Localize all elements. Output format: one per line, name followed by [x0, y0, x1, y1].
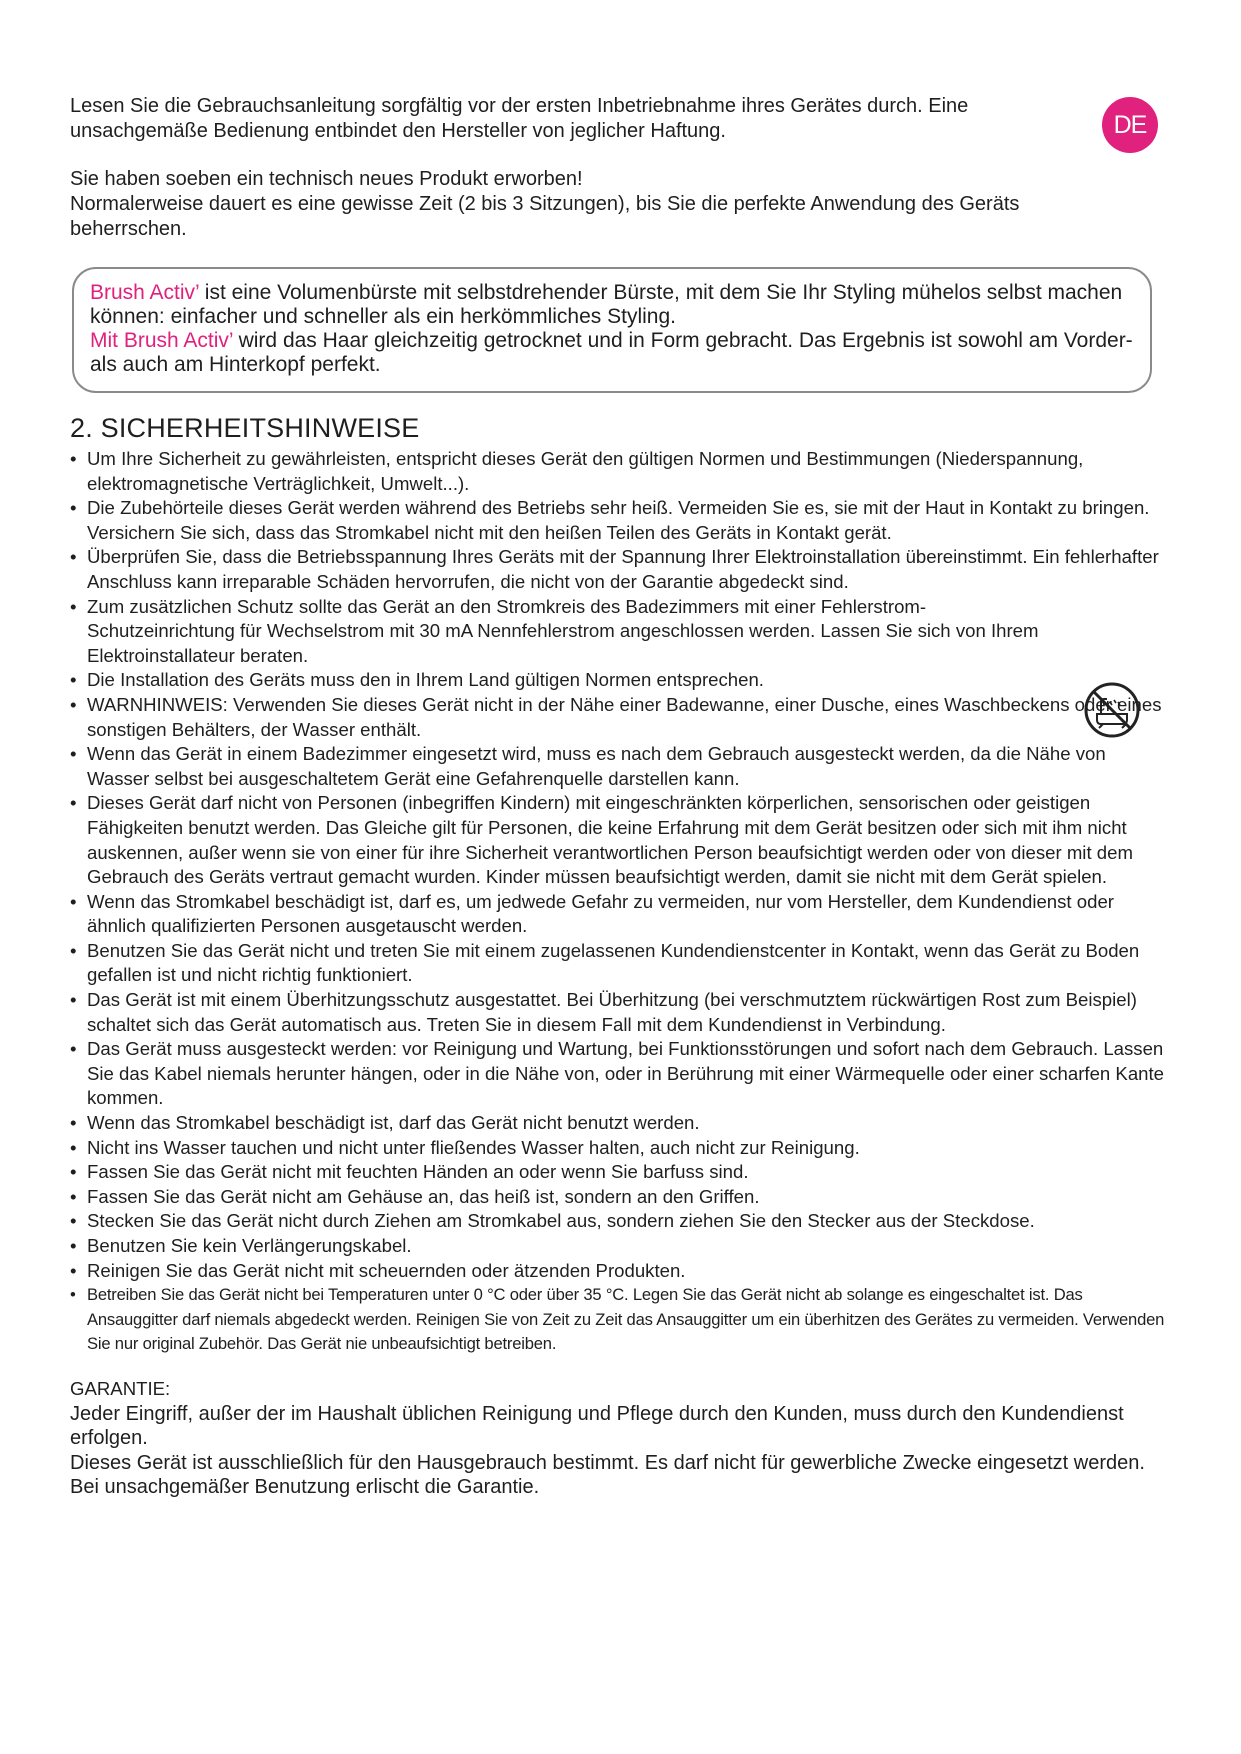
guarantee-heading: GARANTIE:: [70, 1377, 171, 1399]
list-item: • Die Zubehörteile dieses Gerät werden während des Betriebs sehr heiß. Vermeiden Sie es, sie mit der Haut in Kontakt zu bringen. Versichern Sie sich, dass das Stromkabel nicht mit den heißen Teilen des Geräts in Kontakt gerät.: [70, 496, 1170, 545]
list-item: • Die Installation des Geräts muss den in Ihrem Land gültigen Normen entsprechen.: [70, 668, 1170, 693]
list-item: • Dieses Gerät darf nicht von Personen (inbegriffen Kindern) mit eingeschränkten körperlichen, sensorischen oder geistigen Fähigkeiten benutzt werden. Das Gleiche gilt für Personen, die keine Erfahrung mit dem Gerät besitzen oder sich mit ihm nicht auskennen, außer wenn sie von einer für ihre Sicherheit verantwortlichen Person beaufsichtigt werden oder von dieser mit dem Gebrauch des Geräts vertraut gemacht wurden. Kinder müssen beaufsichtigt werden, damit sie nicht mit dem Gerät spielen.: [70, 791, 1170, 889]
list-item: • Zum zusätzlichen Schutz sollte das Gerät an den Stromkreis des Badezimmers mit einer Fehlerstrom-Schutzeinrichtung für Wechselstrom mit 30 mA Nennfehlerstrom angeschlossen werden. Lassen Sie sich von Ihrem Elektroinstallateur beraten.: [70, 595, 1170, 669]
safety-list: [70, 447, 1170, 1357]
manual-page: [70, 94, 1170, 1500]
list-item: • Wenn das Stromkabel beschädigt ist, darf es, um jedwede Gefahr zu vermeiden, nur vom Hersteller, dem Kundendienst oder ähnlich qualifizierten Personen ausgetauscht werden.: [70, 890, 1170, 939]
product-highlight-box: [72, 267, 1152, 393]
guarantee-paragraph: Dieses Gerät ist ausschließlich für den Hausgebrauch bestimmt. Es darf nicht für gewerbliche Zwecke eingesetzt werden.: [70, 1451, 1145, 1474]
highlight-text-1: ist eine Volumenbürste mit selbstdrehender Bürste, mit dem Sie Ihr Styling mühelos selbst machen können: einfacher und schneller als ein herkömmliches Styling.: [90, 281, 1123, 328]
brand-name: Brush Activ’: [90, 281, 199, 304]
list-item: • Benutzen Sie das Gerät nicht und treten Sie mit einem zugelassenen Kundendienstcenter in Kontakt, wenn das Gerät zu Boden gefallen ist und nicht richtig funktioniert.: [70, 939, 1170, 988]
highlight-paragraph-1: [90, 281, 1134, 329]
intro-new-product: Sie haben soeben ein technisch neues Produkt erworben!: [70, 168, 583, 190]
list-item: • Das Gerät muss ausgesteckt werden: vor Reinigung und Wartung, bei Funktionsstörungen und sofort nach dem Gebrauch. Lassen Sie das Kabel niemals herunter hängen, oder in die Nähe von, oder in Berührung mit einer Wärmequelle oder einer scharfen Kante kommen.: [70, 1037, 1170, 1111]
highlight-text-2: wird das Haar gleichzeitig getrocknet und in Form gebracht. Das Ergebnis ist sowohl am Vorder- als auch am Hinterkopf perfekt.: [90, 329, 1133, 376]
list-item: • Nicht ins Wasser tauchen und nicht unter fließendes Wasser halten, auch nicht zur Reinigung.: [70, 1136, 1170, 1161]
list-item: • Fassen Sie das Gerät nicht mit feuchten Händen an oder wenn Sie barfuss sind.: [70, 1160, 1170, 1185]
list-item: • Wenn das Gerät in einem Badezimmer eingesetzt wird, muss es nach dem Gebrauch ausgesteckt werden, da die Nähe von Wasser selbst bei ausgeschaltetem Gerät eine Gefahrenquelle darstellen kann.: [70, 742, 1170, 791]
list-item: • WARNHINWEIS: Verwenden Sie dieses Gerät nicht in der Nähe einer Badewanne, einer Dusche, eines Waschbeckens oder eines sonstigen Behälters, der Wasser enthält.: [70, 693, 1170, 742]
highlight-paragraph-2: [90, 329, 1134, 377]
list-item: • Fassen Sie das Gerät nicht am Gehäuse an, das heiß ist, sondern an den Griffen.: [70, 1185, 1170, 1210]
language-badge: DE: [1102, 97, 1158, 153]
section-heading: 2. SICHERHEITSHINWEISE: [70, 413, 420, 443]
intro-paragraph: Lesen Sie die Gebrauchsanleitung sorgfältig vor der ersten Inbetriebnahme ihres Gerätes durch. Eine unsachgemäße Bedienung entbindet den Hersteller von jeglicher Haftung.: [70, 95, 969, 142]
brand-name-2: Mit Brush Activ’: [90, 329, 233, 352]
guarantee-paragraph: Bei unsachgemäßer Benutzung erlischt die Garantie.: [70, 1476, 540, 1499]
guarantee-section: [70, 1377, 1170, 1500]
guarantee-paragraph: Jeder Eingriff, außer der im Haushalt üblichen Reinigung und Pflege durch den Kunden, muss durch den Kundendienst erfolgen.: [70, 1402, 1124, 1450]
intro-section: [70, 94, 1170, 242]
list-item: • Betreiben Sie das Gerät nicht bei Temperaturen unter 0 °C oder über 35 °C. Legen Sie das Gerät nicht ab solange es eingeschaltet ist. Das Ansauggitter darf niemals abgedeckt werden. Reinigen Sie von Zeit zu Zeit das Ansauggitter um ein überhitzen des Gerätes zu vermeiden. Verwenden Sie nur original Zubehör. Das Gerät nie unbeaufsichtigt betreiben.: [70, 1283, 1170, 1357]
intro-learning-time: Normalerweise dauert es eine gewisse Zeit (2 bis 3 Sitzungen), bis Sie die perfekte Anwendung des Geräts beherrschen.: [70, 193, 1020, 240]
list-item: • Benutzen Sie kein Verlängerungskabel.: [70, 1234, 1170, 1259]
list-item: • Wenn das Stromkabel beschädigt ist, darf das Gerät nicht benutzt werden.: [70, 1111, 1170, 1136]
list-item: • Um Ihre Sicherheit zu gewährleisten, entspricht dieses Gerät den gültigen Normen und Bestimmungen (Niederspannung, elektromagnetische Verträglichkeit, Umwelt...).: [70, 447, 1170, 496]
list-item: • Reinigen Sie das Gerät nicht mit scheuernden oder ätzenden Produkten.: [70, 1259, 1170, 1284]
list-item: • Das Gerät ist mit einem Überhitzungsschutz ausgestattet. Bei Überhitzung (bei verschmutztem rückwärtigen Rost zum Beispiel) schaltet sich das Gerät automatisch aus. Treten Sie in diesem Fall mit dem Kundendienst in Verbindung.: [70, 988, 1170, 1037]
list-item: • Überprüfen Sie, dass die Betriebsspannung Ihres Geräts mit der Spannung Ihrer Elektroinstallation übereinstimmt. Ein fehlerhafter Anschluss kann irreparable Schäden hervorrufen, die nicht von der Garantie abgedeckt sind.: [70, 545, 1170, 594]
list-item: • Stecken Sie das Gerät nicht durch Ziehen am Stromkabel aus, sondern ziehen Sie den Stecker aus der Steckdose.: [70, 1209, 1170, 1234]
